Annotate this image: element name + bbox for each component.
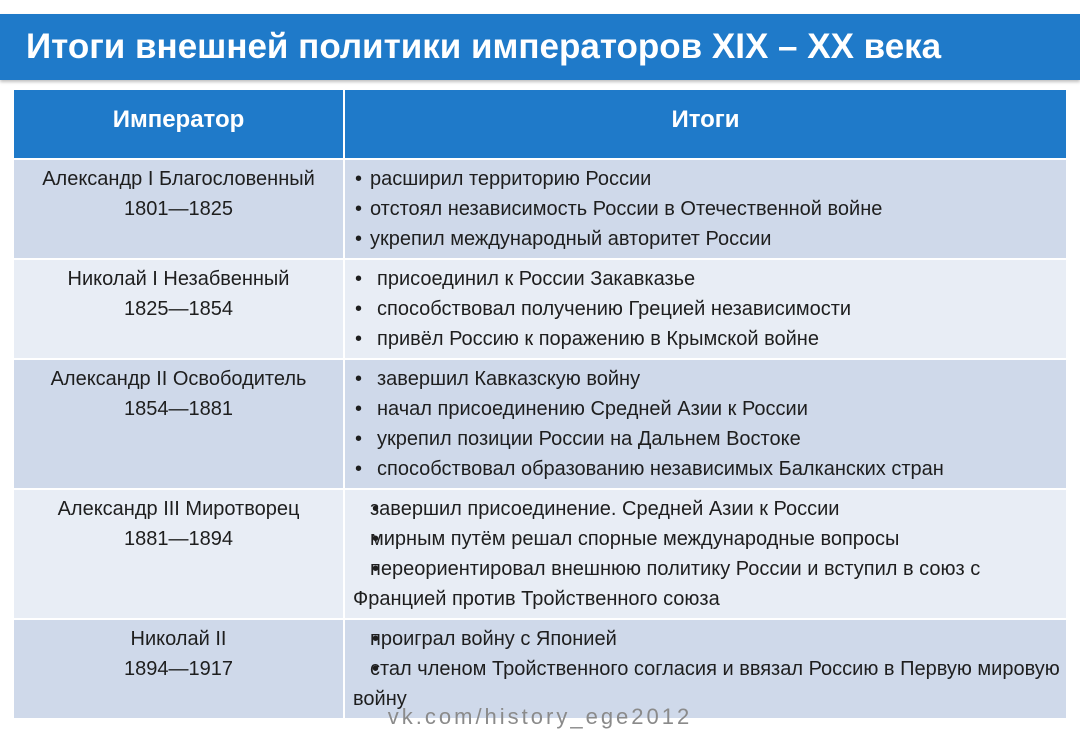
emperor-name: Александр II Освободитель: [50, 368, 307, 390]
result-item: • переориентировал внешнюю политику России и вступил в союз с Францией против Тройственного союза: [353, 554, 1066, 614]
result-item: • завершил Кавказскую войну: [353, 364, 1066, 394]
emperor-years: 1881—1894: [124, 528, 233, 550]
result-item: • способствовал получению Грецией независимости: [353, 294, 1066, 324]
emperor-cell: [14, 359, 344, 489]
result-item: • стал членом Тройственного согласия и ввязал Россию в Первую мировую войну: [353, 654, 1066, 714]
header-row: [14, 90, 1066, 159]
result-item: • начал присоединению Средней Азии к России: [353, 394, 1066, 424]
result-item: • проиграл войну с Японией: [353, 624, 1066, 654]
emperor-years: 1854—1881: [124, 398, 233, 420]
emperor-years: 1894—1917: [124, 658, 233, 680]
results-table: [14, 90, 1066, 718]
emperor-name: Николай II: [130, 628, 227, 650]
results-list: [353, 494, 1066, 614]
result-item: • укрепил международный авторитет России: [353, 224, 1066, 254]
result-item: • расширил территорию России: [353, 164, 1066, 194]
emperor-cell: [14, 259, 344, 359]
emperor-years: 1801—1825: [124, 198, 233, 220]
footer-watermark: vk.com/history_ege2012: [387, 704, 693, 729]
results-list: [353, 624, 1066, 714]
table-row: [14, 359, 1066, 489]
page-title: Итоги внешней политики императоров XIX – XX века: [26, 27, 942, 66]
results-cell: [344, 359, 1066, 489]
result-item: • отстоял независимость России в Отечественной войне: [353, 194, 1066, 224]
results-list: [353, 364, 1066, 484]
emperor-years: 1825—1854: [124, 298, 233, 320]
result-item: • завершил присоединение. Средней Азии к России: [353, 494, 1066, 524]
header-emperor: Император: [14, 90, 344, 159]
emperor-cell: [14, 159, 344, 259]
results-cell: [344, 259, 1066, 359]
header-results: Итоги: [344, 90, 1066, 159]
table-row: [14, 259, 1066, 359]
results-list: [353, 164, 1066, 254]
emperor-name: Александр III Миротворец: [57, 498, 300, 520]
results-cell: [344, 489, 1066, 619]
table-row: [14, 159, 1066, 259]
result-item: • присоединил к России Закавказье: [353, 264, 1066, 294]
table-row: [14, 489, 1066, 619]
results-list: [353, 264, 1066, 354]
emperor-name: Николай I Незабвенный: [67, 268, 290, 290]
emperor-name: Александр I Благословенный: [42, 168, 315, 190]
result-item: • способствовал образованию независимых Балканских стран: [353, 454, 1066, 484]
emperor-cell: [14, 489, 344, 619]
result-item: • привёл Россию к поражению в Крымской войне: [353, 324, 1066, 354]
results-cell: [344, 159, 1066, 259]
result-item: • мирным путём решал спорные международные вопросы: [353, 524, 1066, 554]
result-item: • укрепил позиции России на Дальнем Востоке: [353, 424, 1066, 454]
